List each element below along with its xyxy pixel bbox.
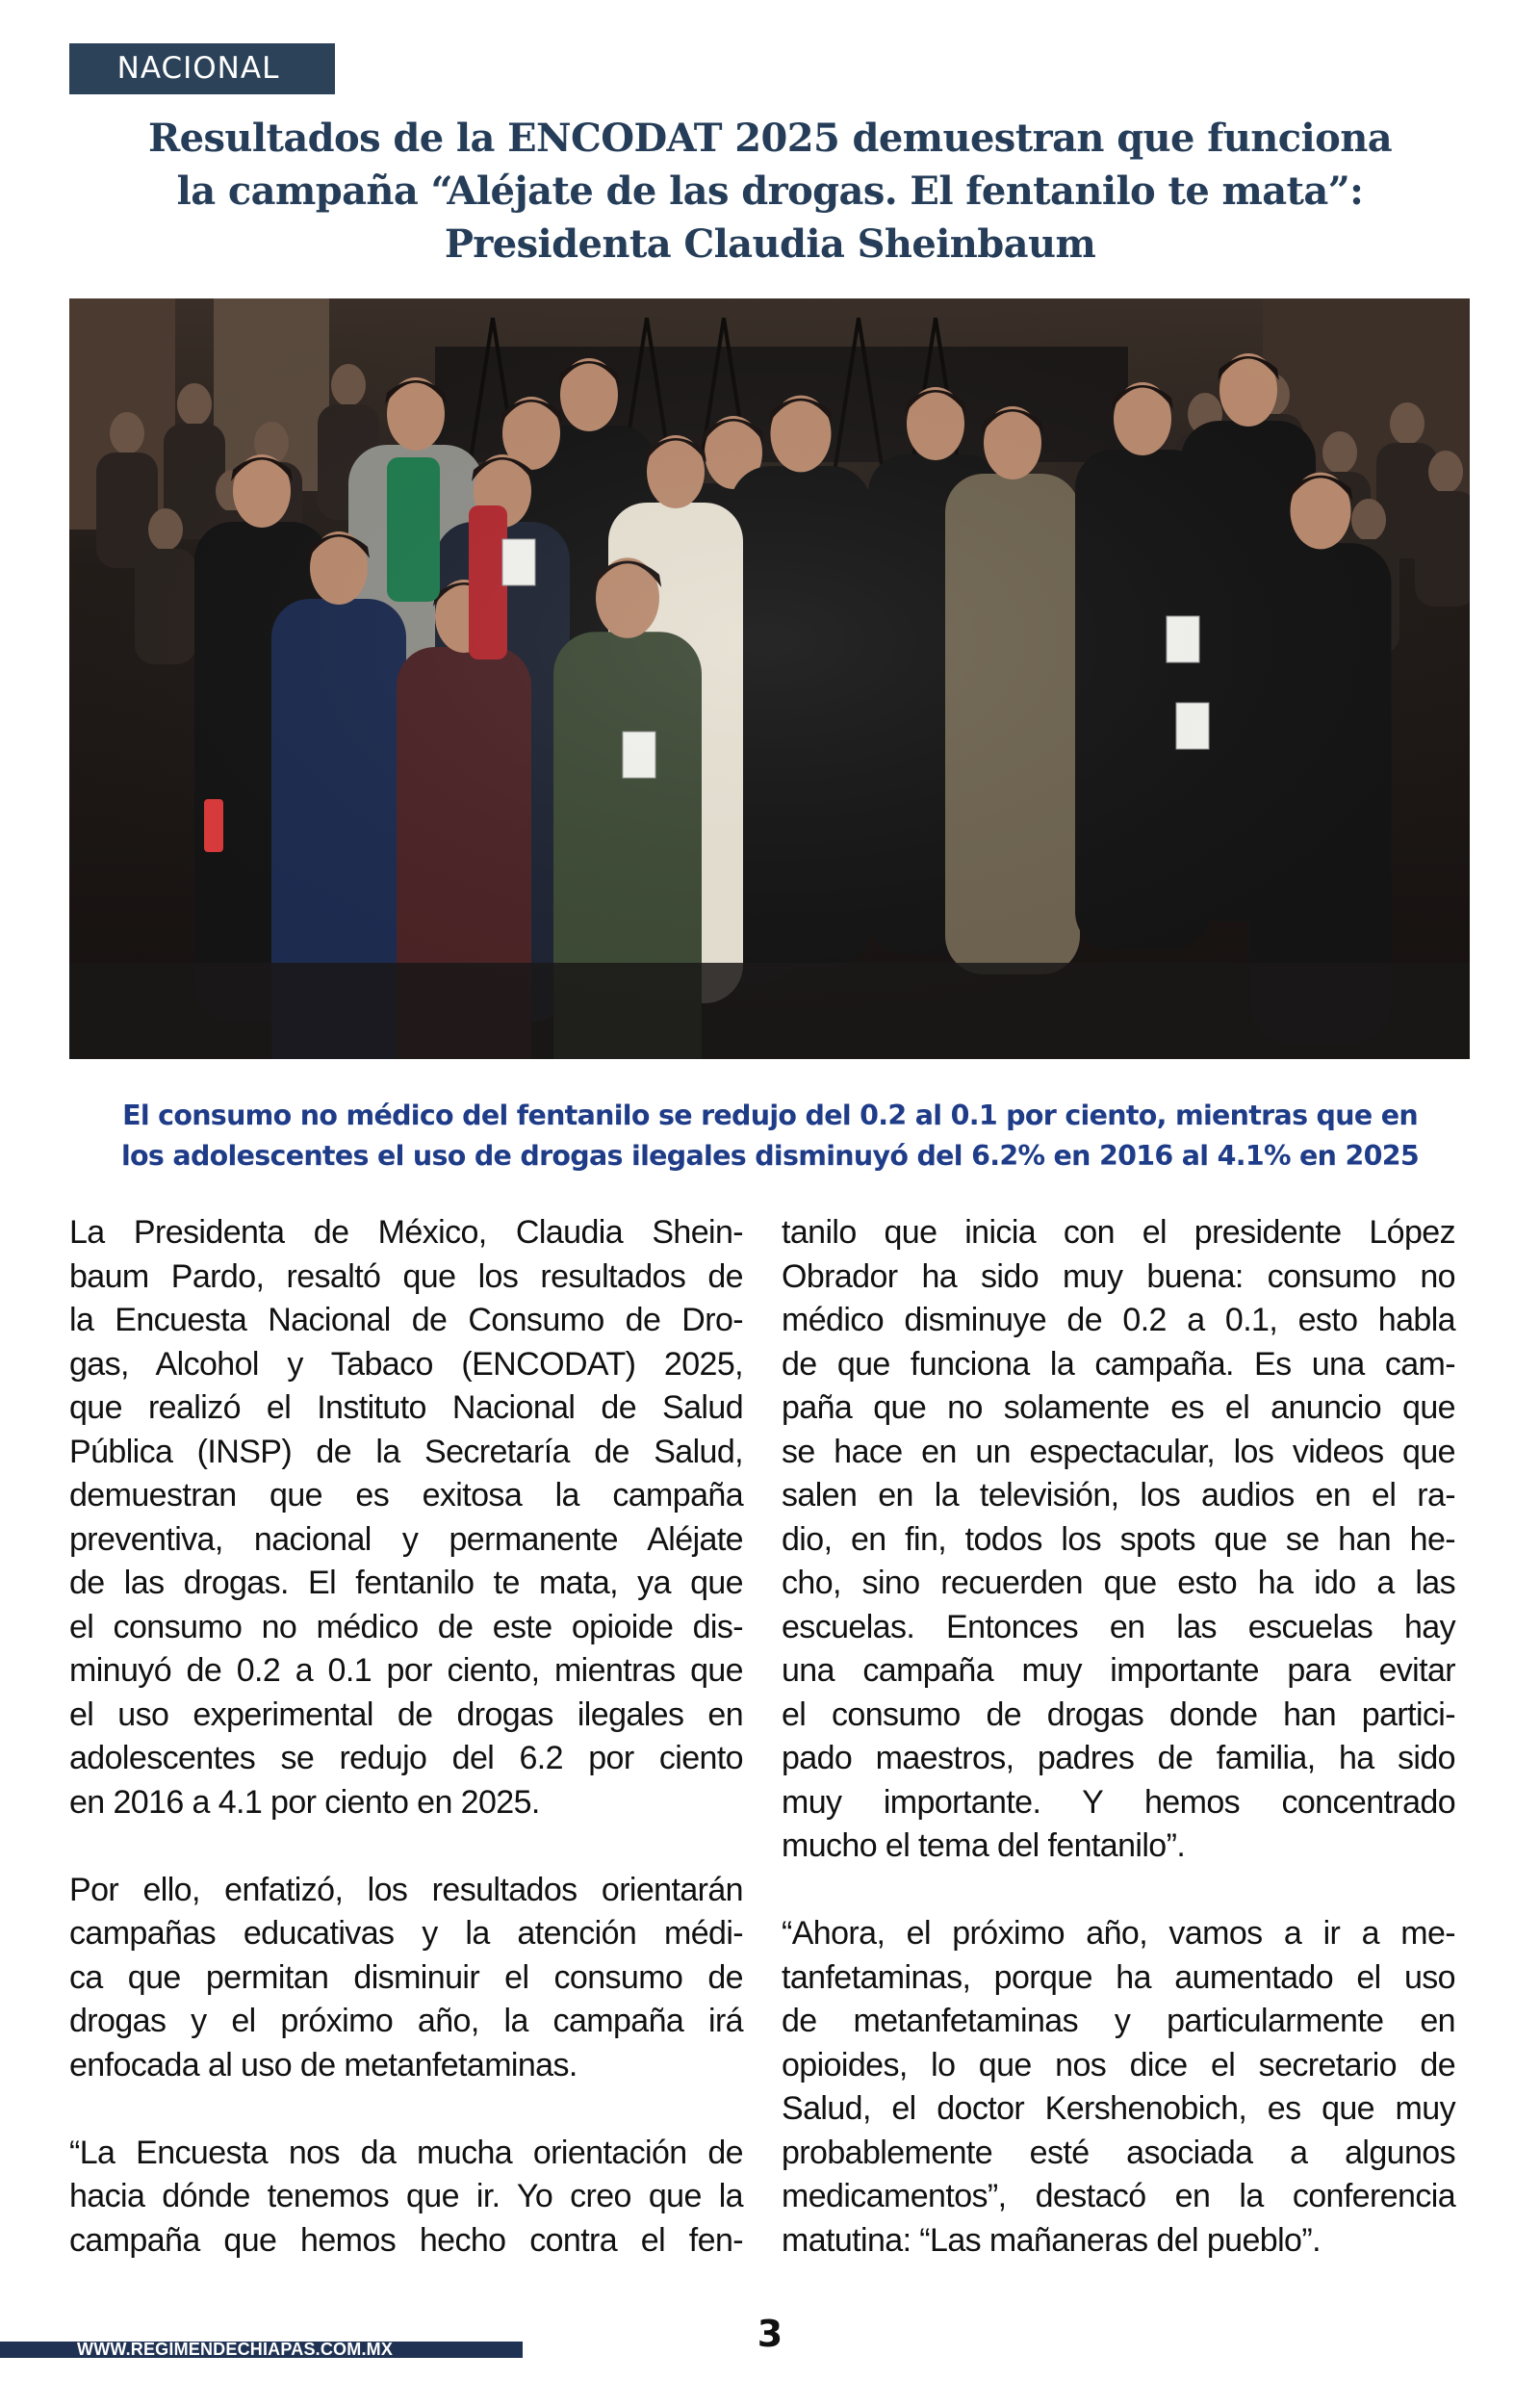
body-line: ca que permitan disminuir el consumo de [69, 1958, 743, 1996]
headline-line: la campaña “Aléjate de las drogas. El fentanilo te mata”: [176, 168, 1364, 214]
headline-line: Resultados de la ENCODAT 2025 demuestran que funciona [147, 116, 1393, 161]
body-line: el consumo no médico de este opioide dis- [69, 1608, 743, 1645]
body-line: muy importante. Y hemos concentrado [782, 1783, 1455, 1821]
body-line: adolescentes se redujo del 6.2 por ciento [69, 1740, 743, 1776]
headline [69, 112, 1471, 271]
body-line: cho, sino recuerden que esto ha ido a las [782, 1565, 1455, 1601]
body-line: escuelas. Entonces en las escuelas hay [782, 1608, 1455, 1645]
footer-bar [0, 2342, 523, 2358]
body-line: se hace en un espectacular, los videos que [782, 1433, 1455, 1470]
body-line: baum Pardo, resaltó que los resultados de [69, 1257, 743, 1295]
body-column-right [782, 1211, 1455, 2307]
body-line: Por ello, enfatizó, los resultados orientarán [69, 1871, 743, 1908]
paragraph [69, 1869, 743, 2088]
body-line: medicamentos”, destacó en la conferencia [782, 2178, 1455, 2214]
body-line: opioides, lo que nos dice el secretario de [782, 2046, 1455, 2083]
paragraph [69, 2132, 743, 2264]
deck-line: los adolescentes el uso de drogas ilegales disminuyó del 6.2% en 2016 al 4.1% en 2025 [120, 1140, 1419, 1172]
body-line: Obrador ha sido muy buena: consumo no [782, 1257, 1455, 1295]
body-column-left [69, 1211, 743, 2307]
body-line: en 2016 a 4.1 por ciento en 2025. [69, 1783, 540, 1821]
body-line: tanfetaminas, porque ha aumentado el uso [782, 1958, 1455, 1996]
body-line: demuestran que es exitosa la campaña [69, 1477, 743, 1514]
deck-subtitle [69, 1096, 1471, 1177]
body-line: el uso experimental de drogas ilegales en [69, 1695, 743, 1733]
body-line: drogas y el próximo año, la campaña irá [69, 2003, 743, 2039]
body-line: que realizó el Instituto Nacional de Salud [69, 1389, 743, 1426]
body-line: salen en la televisión, los audios en el ra- [782, 1477, 1455, 1514]
body-line: minuyó de 0.2 a 0.1 por ciento, mientras que [69, 1652, 743, 1689]
body-line: campañas educativas y la atención médi- [69, 1915, 743, 1952]
body-line: “Ahora, el próximo año, vamos a ir a me- [782, 1915, 1455, 1952]
body-line: preventiva, nacional y permanente Aléjate [69, 1520, 743, 1558]
body-line: médico disminuye de 0.2 a 0.1, esto habla [782, 1302, 1455, 1338]
body-line: de las drogas. El fentanilo te mata, ya que [69, 1565, 743, 1601]
body-line: gas, Alcohol y Tabaco (ENCODAT) 2025, [69, 1345, 743, 1383]
body-line: enfocada al uso de metanfetaminas. [69, 2046, 578, 2083]
body-line: hacia dónde tenemos que ir. Yo creo que la [69, 2178, 743, 2214]
body-line: de que funciona la campaña. Es una cam- [782, 1345, 1455, 1383]
body-line: Pública (INSP) de la Secretaría de Salud, [69, 1433, 743, 1470]
page-number: 3 [757, 2313, 783, 2355]
body-line: dio, en fin, todos los spots que se han he- [782, 1520, 1455, 1558]
website-link[interactable]: WWW.REGIMENDECHIAPAS.COM.MX [77, 2340, 394, 2359]
headline-line: Presidenta Claudia Sheinbaum [444, 221, 1096, 267]
deck-line: El consumo no médico del fentanilo se redujo del 0.2 al 0.1 por ciento, mientras que en [122, 1100, 1418, 1131]
body-line: probablemente esté asociada a algunos [782, 2134, 1455, 2171]
body-line: tanilo que inicia con el presidente López [782, 1214, 1455, 1251]
body-line: Salud, el doctor Kershenobich, es que muy [782, 2090, 1455, 2127]
paragraph [782, 1912, 1455, 2263]
body-line: la Encuesta Nacional de Consumo de Dro- [69, 1302, 743, 1338]
body-line: mucho el tema del fentanilo”. [782, 1827, 1186, 1864]
body-line: el consumo de drogas donde han partici- [782, 1695, 1455, 1733]
body-line: de metanfetaminas y particularmente en [782, 2003, 1455, 2039]
body-line: pado maestros, padres de familia, ha sido [782, 1740, 1455, 1776]
group-photo-illustration [69, 298, 1470, 1059]
section-badge: NACIONAL [69, 43, 335, 94]
photo-lighting [69, 298, 1470, 1059]
paragraph [69, 1211, 743, 1825]
body-line: matutina: “Las mañaneras del pueblo”. [782, 2221, 1321, 2259]
body-line: una campaña muy importante para evitar [782, 1652, 1455, 1689]
body-line: La Presidenta de México, Claudia Shein- [69, 1214, 743, 1251]
body-line: campaña que hemos hecho contra el fen- [69, 2221, 743, 2259]
body-line: “La Encuesta nos da mucha orientación de [69, 2134, 743, 2171]
group-photo [69, 298, 1470, 1059]
paragraph [782, 1211, 1455, 1869]
body-line: paña que no solamente es el anuncio que [782, 1389, 1455, 1426]
